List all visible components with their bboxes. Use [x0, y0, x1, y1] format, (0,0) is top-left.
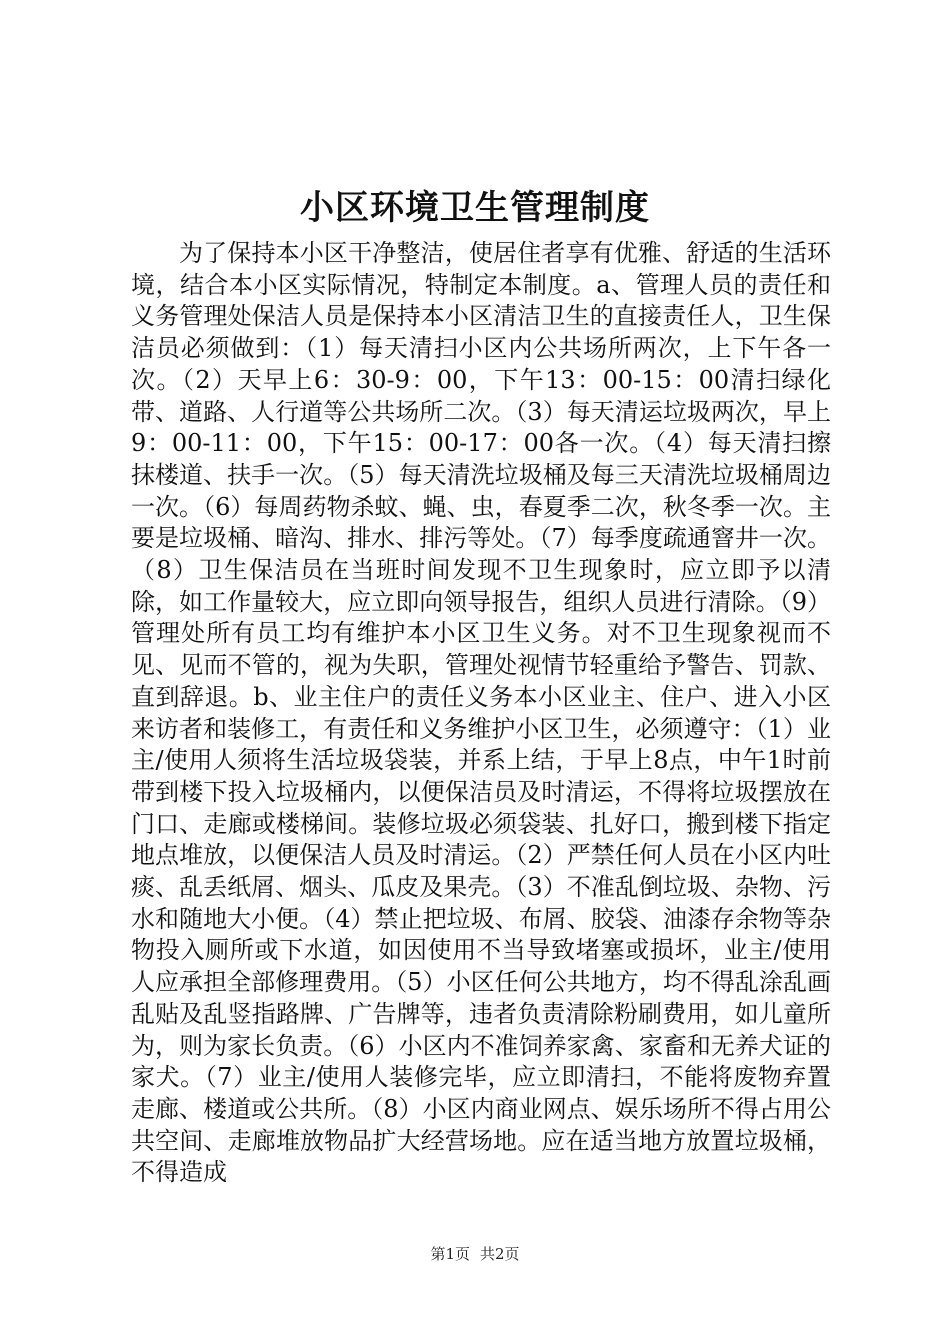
page-number-current: 第1页: [430, 1245, 470, 1263]
page-number-total: 共2页: [480, 1245, 520, 1263]
document-body-paragraph: 为了保持本小区干净整洁，使居住者享有优雅、舒适的生活环境，结合本小区实际情况，特制定本制度。a、管理人员的责任和义务管理处保洁人员是保持本小区清洁卫生的直接责任人，卫生保洁员必须做到：（1）每天清扫小区内公共场所两次，上下午各一次。（2）天早上6：30-9：00，下午13：00-15：00清扫绿化带、道路、人行道等公共场所二次。（3）每天清运垃圾两次，早上9：00-11：00，下午15：00-17：00各一次。（4）每天清扫擦抹楼道、扶手一次。（5）每天清洗垃圾桶及每三天清洗垃圾桶周边一次。（6）每周药物杀蚊、蝇、虫，春夏季二次，秋冬季一次。主要是垃圾桶、暗沟、排水、排污等处。（7）每季度疏通窨井一次。（8）卫生保洁员在当班时间发现不卫生现象时，应立即予以清除，如工作量较大，应立即向领导报告，组织人员进行清除。（9）管理处所有员工均有维护本小区卫生义务。对不卫生现象视而不见、见而不管的，视为失职，管理处视情节轻重给予警告、罚款、直到辞退。b、业主住户的责任义务本小区业主、住户、进入小区来访者和装修工，有责任和义务维护小区卫生，必须遵守：（1）业主/使用人须将生活垃圾袋装，并系上结，于早上8点，中午1时前带到楼下投入垃圾桶内，以便保洁员及时清运，不得将垃圾摆放在门口、走廊或楼梯间。装修垃圾必须袋装、扎好口，搬到楼下指定地点堆放，以便保洁人员及时清运。（2）严禁任何人员在小区内吐痰、乱丢纸屑、烟头、瓜皮及果壳。（3）不准乱倒垃圾、杂物、污水和随地大小便。（4）禁止把垃圾、布屑、胶袋、油漆存余物等杂物投入厕所或下水道，如因使用不当导致堵塞或损坏，业主/使用人应承担全部修理费用。（5）小区任何公共地方，均不得乱涂乱画乱贴及乱竖指路牌、广告牌等，违者负责清除粉刷费用，如儿童所为，则为家长负责。（6）小区内不准饲养家禽、家畜和无养犬证的家犬。（7）业主/使用人装修完毕，应立即清扫，不能将废物弃置走廊、楼道或公共所。（8）小区内商业网点、娱乐场所不得占用公共空间、走廊堆放物品扩大经营场地。应在适当地方放置垃圾桶，不得造成: [131, 239, 831, 1187]
page-footer: [0, 1244, 950, 1264]
document-title: 小区环境卫生管理制度: [300, 188, 650, 228]
